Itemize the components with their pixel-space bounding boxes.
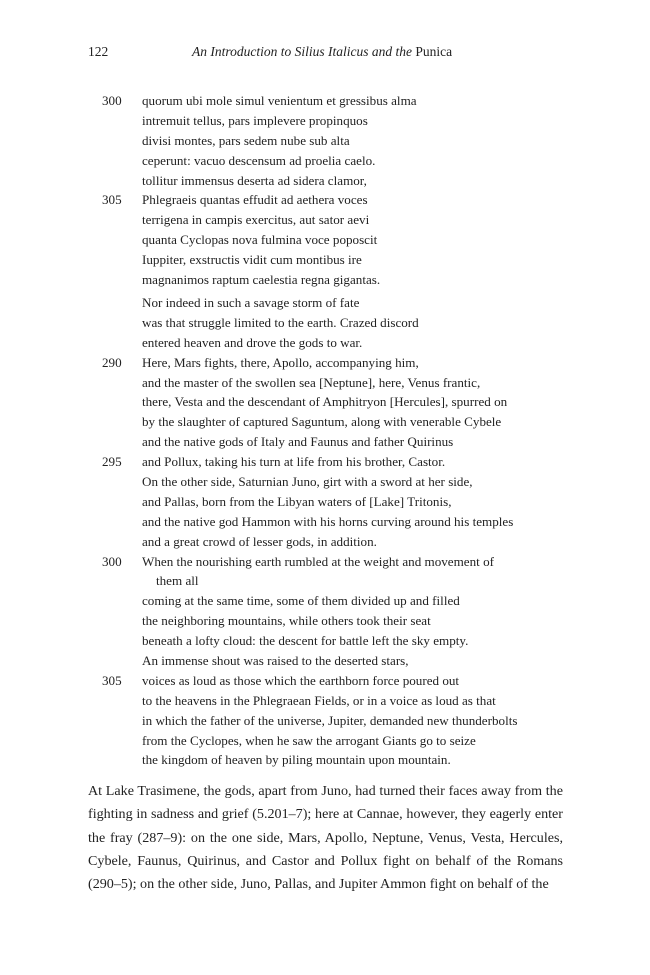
line-number: 290 — [102, 354, 122, 370]
translation-text: Here, Mars fights, there, Apollo, accompanying him, — [142, 354, 419, 370]
translation-text: entered heaven and drove the gods to war. — [142, 334, 363, 350]
translation-text: from the Cyclopes, when he saw the arrogant Giants go to seize — [142, 732, 476, 748]
verse-text: ceperunt: vacuo descensum ad proelia caelo. — [142, 152, 376, 168]
verse-line — [88, 91, 564, 111]
translation-line — [88, 691, 564, 711]
translation-line — [88, 631, 564, 651]
translation-text: When the nourishing earth rumbled at the weight and movement of — [142, 553, 494, 569]
verse-text: magnanimos raptum caelestia regna gigantas. — [142, 272, 381, 288]
translation-text: and the native gods of Italy and Faunus and father Quirinus — [142, 434, 454, 450]
translation-text: and Pallas, born from the Libyan waters of [Lake] Tritonis, — [142, 493, 452, 509]
translation-text: On the other side, Saturnian Juno, girt with a sword at her side, — [142, 474, 473, 490]
translation-line — [88, 333, 564, 353]
translation-text: and Pollux, taking his turn at life from his brother, Castor. — [142, 454, 446, 470]
translation-text: An immense shout was raised to the deserted stars, — [142, 653, 409, 669]
translation-text: Nor indeed in such a savage storm of fate — [142, 295, 360, 310]
translation-text: beneath a lofty cloud: the descent for battle left the sky empty. — [142, 633, 469, 649]
line-number: 305 — [102, 192, 122, 208]
translation-line — [88, 552, 564, 572]
body-paragraph: At Lake Trasimene, the gods, apart from Juno, had turned their faces away from the fighting in sadness and grief (5.201–7); here at Cannae, however, they eagerly enter the fray (287–9): on the one side, Mars, Apollo, Neptune, Venus, Vesta, Hercules, Cybele, Faunus, Quirinus, and Castor and Pollux fight on behalf of the Romans (290–5); on the other side, Juno, Pallas, and Jupiter Ammon fight on behalf of the — [88, 783, 563, 893]
verse-text: divisi montes, pars sedem nube sub alta — [142, 132, 350, 148]
translation-text: there, Vesta and the descendant of Amphitryon [Hercules], spurred on — [142, 394, 508, 410]
translation-line — [88, 472, 564, 492]
translation-line — [88, 392, 564, 412]
translation-text: was that struggle limited to the earth. Crazed discord — [142, 314, 419, 330]
verse-line — [88, 250, 564, 270]
translation-text: and a great crowd of lesser gods, in addition. — [142, 533, 377, 549]
translation-text: and the native god Hammon with his horns curving around his temples — [142, 513, 514, 529]
translation-line — [88, 432, 564, 452]
translation-text: and the master of the swollen sea [Neptune], here, Venus frantic, — [142, 374, 481, 390]
verse-line — [88, 111, 564, 131]
translation-line — [88, 611, 564, 631]
latin-verse-block — [88, 91, 564, 290]
line-number: 305 — [102, 672, 122, 688]
verse-text: tollitur immensus deserta ad sidera clamor, — [142, 172, 367, 188]
verse-text: quanta Cyclopas nova fulmina voce poposcit — [142, 232, 378, 248]
translation-line — [88, 293, 564, 313]
translation-line — [88, 731, 564, 751]
translation-block — [88, 293, 564, 770]
translation-text: voices as loud as those which the earthborn force poured out — [142, 672, 460, 688]
verse-line — [88, 151, 564, 171]
translation-line — [88, 512, 564, 532]
verse-text: Iuppiter, exstructis vidit cum montibus ire — [142, 252, 362, 268]
translation-line — [88, 571, 564, 591]
running-title-roman: Punica — [415, 44, 453, 59]
line-number: 300 — [102, 553, 122, 569]
translation-line — [88, 671, 564, 691]
running-title-italic: An Introduction to Silius Italicus and the — [192, 44, 412, 59]
line-number: 295 — [102, 454, 122, 470]
translation-text: by the slaughter of captured Saguntum, along with venerable Cybele — [142, 414, 502, 430]
running-header — [88, 44, 562, 66]
verse-line — [88, 230, 564, 250]
verse-line — [88, 270, 564, 290]
translation-line — [88, 591, 564, 611]
verse-text: quorum ubi mole simul venientum et gressibus alma — [142, 93, 417, 108]
translation-line — [88, 353, 564, 373]
verse-line — [88, 171, 564, 191]
page-number: 122 — [88, 44, 109, 59]
running-title — [192, 44, 452, 60]
verse-text: Phlegraeis quantas effudit ad aethera voces — [142, 192, 368, 208]
translation-line — [88, 492, 564, 512]
verse-line — [88, 190, 564, 210]
translation-text-continuation: them all — [156, 573, 199, 589]
translation-text: the neighboring mountains, while others took their seat — [142, 613, 431, 629]
verse-line — [88, 131, 564, 151]
translation-text: coming at the same time, some of them divided up and filled — [142, 593, 460, 609]
translation-line — [88, 412, 564, 432]
translation-line — [88, 532, 564, 552]
translation-line — [88, 711, 564, 731]
line-number: 300 — [102, 93, 122, 108]
translation-line — [88, 651, 564, 671]
translation-line — [88, 750, 564, 770]
translation-line — [88, 373, 564, 393]
translation-line — [88, 313, 564, 333]
translation-text: in which the father of the universe, Jupiter, demanded new thunderbolts — [142, 712, 518, 728]
verse-line — [88, 210, 564, 230]
translation-text: the kingdom of heaven by piling mountain upon mountain. — [142, 752, 451, 768]
verse-text: terrigena in campis exercitus, aut sator aevi — [142, 212, 370, 228]
verse-text: intremuit tellus, pars implevere propinquos — [142, 112, 368, 128]
translation-text: to the heavens in the Phlegraean Fields, or in a voice as loud as that — [142, 692, 496, 708]
translation-line — [88, 452, 564, 472]
